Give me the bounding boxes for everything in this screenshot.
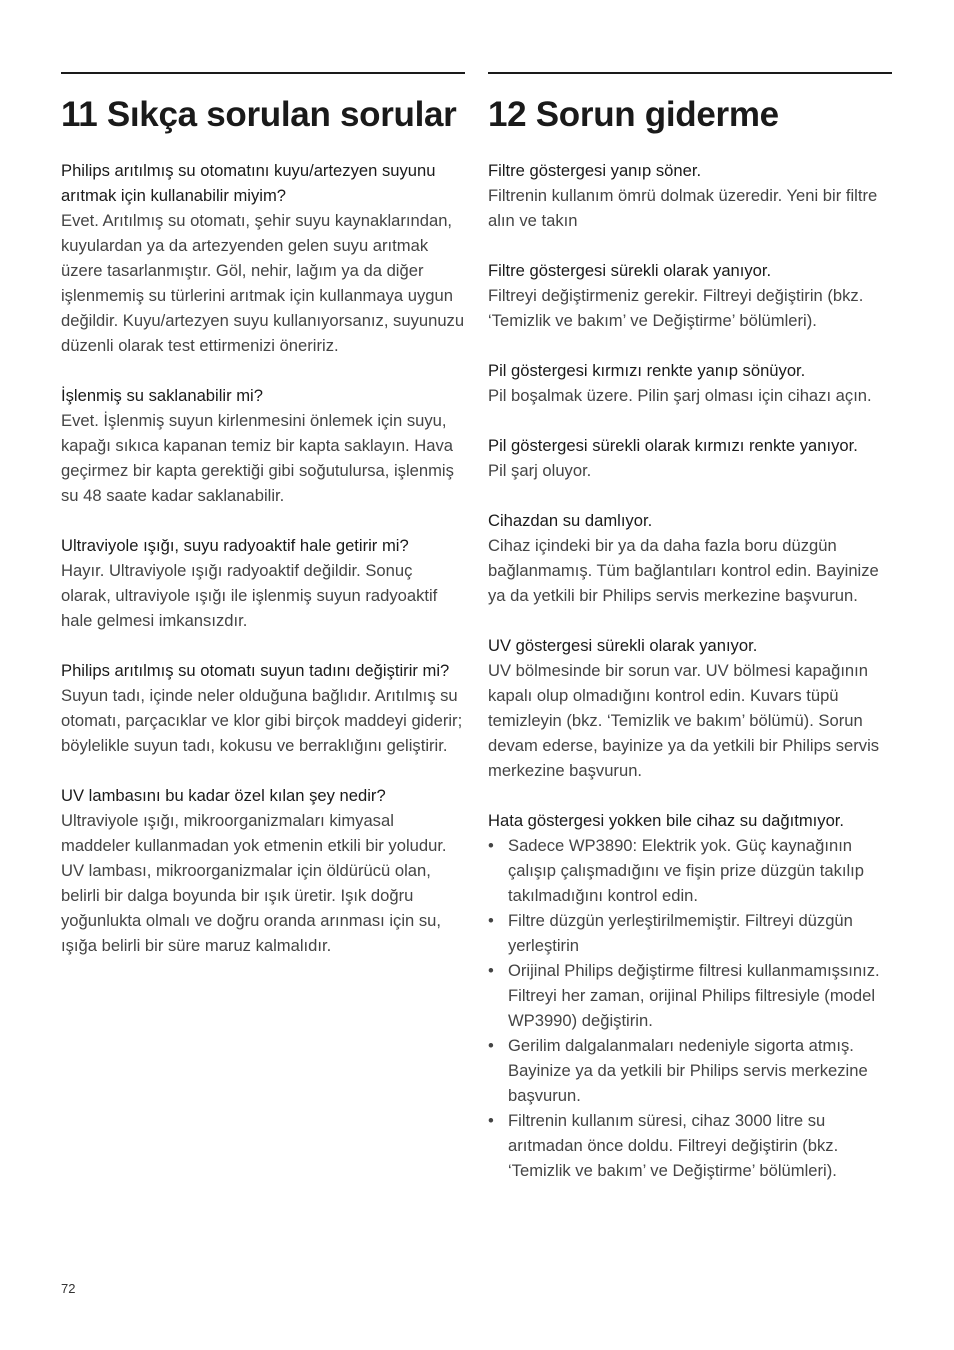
bullet-icon: • <box>488 911 494 930</box>
solution-text: Pil boşalmak üzere. Pilin şarj olması için cihazı açın. <box>488 386 872 405</box>
troubleshooting-section-title: 12 Sorun giderme <box>488 95 779 134</box>
problem-heading: Cihazdan su damlıyor. <box>488 511 653 530</box>
solution-text: Pil şarj oluyor. <box>488 461 592 480</box>
faq-question: İşlenmiş su saklanabilir mi? <box>61 386 263 405</box>
list-item <box>488 833 892 908</box>
problem-heading: Filtre göstergesi sürekli olarak yanıyor. <box>488 261 772 280</box>
bullet-icon: • <box>488 1036 494 1055</box>
troubleshooting-entry <box>488 433 892 483</box>
faq-answer: Evet. Arıtılmış su otomatı, şehir suyu kaynaklarından, kuyulardan ya da artezyenden gelen suyu arıtmak üzere tasarlanmıştır. Göl, nehir, lağım ya da diğer işlenmemiş su türlerini arıtmak için kullanmaya uygun değildir. Kuyu/artezyen suyu kullanıyorsanız, suyunuzu düzenli olarak test ettirmenizi öneririz. <box>61 211 465 355</box>
troubleshooting-entry <box>488 158 892 233</box>
page-number: 72 <box>61 1281 76 1296</box>
troubleshooting-entry <box>488 808 892 1183</box>
solution-text: Cihaz içindeki bir ya da daha fazla boru düzgün bağlanmamış. Tüm bağlantıları kontrol edin. Bayinize ya da yetkili bir Philips servis merkezine başvurun. <box>488 536 879 605</box>
bullet-icon: • <box>488 836 494 855</box>
problem-heading: Hata göstergesi yokken bile cihaz su dağıtmıyor. <box>488 811 845 830</box>
troubleshooting-column <box>488 72 892 1208</box>
faq-entry <box>61 533 465 633</box>
faq-entry <box>61 658 465 758</box>
list-item <box>488 958 892 1033</box>
solution-text: Filtrenin kullanım ömrü dolmak üzeredir. Yeni bir filtre alın ve takın <box>488 186 878 230</box>
list-item-text: Filtrenin kullanım süresi, cihaz 3000 litre su arıtmadan önce doldu. Filtreyi değiştirin (bkz. ‘Temizlik ve bakım’ ve Değiştirme’ bölümleri). <box>508 1111 839 1180</box>
faq-entry <box>61 158 465 358</box>
list-item-text: Filtre düzgün yerleştirilmemiştir. Filtreyi düzgün yerleştirin <box>508 911 853 955</box>
faq-question: Philips arıtılmış su otomatı suyun tadını değiştirir mi? <box>61 661 450 680</box>
list-item <box>488 1033 892 1108</box>
bullet-icon: • <box>488 1111 494 1130</box>
faq-answer: Ultraviyole ışığı, mikroorganizmaları kimyasal maddeler kullanmadan yok etmenin etkili bir yoludur. UV lambası, mikroorganizmalar için öldürücü olan, belirli bir dalga boyunda bir ışık üretir. Işık doğru yoğunlukta olmalı ve doğru oranda arınması için su, ışığa belirli bir süre maruz kalmalıdır. <box>61 811 447 955</box>
faq-question: UV lambasını bu kadar özel kılan şey nedir? <box>61 786 386 805</box>
faq-question: Ultraviyole ışığı, suyu radyoaktif hale getirir mi? <box>61 536 409 555</box>
list-item <box>488 1108 892 1183</box>
problem-heading: UV göstergesi sürekli olarak yanıyor. <box>488 636 758 655</box>
bullet-icon: • <box>488 961 494 980</box>
troubleshooting-entry <box>488 358 892 408</box>
faq-answer: Hayır. Ultraviyole ışığı radyoaktif değildir. Sonuç olarak, ultraviyole ışığı ile işlenmiş suyun radyoaktif hale gelmesi imkansızdır. <box>61 561 438 630</box>
list-item-text: Orijinal Philips değiştirme filtresi kullanmamışsınız. Filtreyi her zaman, orijinal Philips filtresiyle (model WP3990) değiştirin. <box>508 961 880 1030</box>
faq-section-title: 11 Sıkça sorulan sorular <box>61 95 457 134</box>
faq-column <box>61 72 465 983</box>
list-item-text: Sadece WP3890: Elektrik yok. Güç kaynağının çalışıp çalışmadığını ve fişin prize düzgün takılıp takılmadığını kontrol edin. <box>508 836 865 905</box>
problem-heading: Filtre göstergesi yanıp söner. <box>488 161 702 180</box>
problem-heading: Pil göstergesi sürekli olarak kırmızı renkte yanıyor. <box>488 436 858 455</box>
troubleshooting-entry <box>488 508 892 608</box>
problem-heading: Pil göstergesi kırmızı renkte yanıp sönüyor. <box>488 361 806 380</box>
list-item-text: Gerilim dalgalanmaları nedeniyle sigorta atmış. Bayinize ya da yetkili bir Philips servis merkezine başvurun. <box>508 1036 868 1105</box>
section-rule <box>488 72 892 74</box>
faq-question: Philips arıtılmış su otomatını kuyu/artezyen suyunu arıtmak için kullanabilir miyim? <box>61 161 436 205</box>
solution-text: UV bölmesinde bir sorun var. UV bölmesi kapağının kapalı olup olmadığını kontrol edin. Kuvars tüpü temizleyin (bkz. ‘Temizlik ve bakım’ bölümü). Sorun devam ederse, bayinize ya da yetkili bir Philips servis merkezine başvurun. <box>488 661 880 780</box>
solution-text: Filtreyi değiştirmeniz gerekir. Filtreyi değiştirin (bkz. ‘Temizlik ve bakım’ ve Değiştirme’ bölümleri). <box>488 286 864 330</box>
list-item <box>488 908 892 958</box>
troubleshooting-entry <box>488 633 892 783</box>
troubleshooting-entry <box>488 258 892 333</box>
faq-answer: Suyun tadı, içinde neler olduğuna bağlıdır. Arıtılmış su otomatı, parçacıklar ve klor gibi birçok maddeyi giderir; böylelikle suyun tadı, kokusu ve berraklığını geliştirir. <box>61 686 463 755</box>
section-rule <box>61 72 465 74</box>
faq-answer: Evet. İşlenmiş suyun kirlenmesini önlemek için suyu, kapağı sıkıca kapanan temiz bir kapta saklayın. Hava geçirmez bir kapta gerektiği gibi soğutulursa, işlenmiş su 48 saate kadar saklanabilir. <box>61 411 454 505</box>
solution-list <box>488 833 892 1183</box>
faq-entry <box>61 783 465 958</box>
faq-entry <box>61 383 465 508</box>
